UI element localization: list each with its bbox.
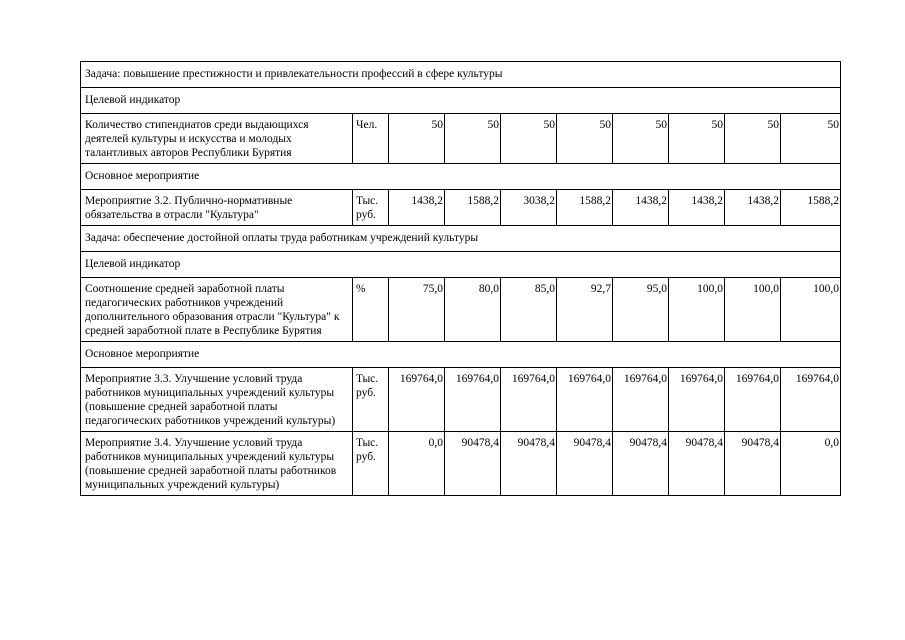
value-cell: 75,0	[389, 278, 445, 342]
value-cell: 1588,2	[557, 190, 613, 226]
table-body	[81, 62, 841, 496]
value-cell: 169764,0	[501, 368, 557, 432]
indicator-name-cell: Мероприятие 3.4. Улучшение условий труда работников муниципальных учреждений культуры (повышение средней заработной платы работников муниципальных учреждений культуры)	[81, 432, 353, 496]
unit-cell: Тыс. руб.	[353, 190, 389, 226]
value-cell: 90478,4	[557, 432, 613, 496]
value-cell: 0,0	[781, 432, 841, 496]
indicator-name-cell: Соотношение средней заработной платы педагогических работников учреждений дополнительного образования отрасли "Культура" к средней заработной плате в Республике Бурятия	[81, 278, 353, 342]
section-heading: Основное мероприятие	[81, 164, 841, 190]
value-cell: 169764,0	[725, 368, 781, 432]
value-cell: 95,0	[613, 278, 669, 342]
value-cell: 1588,2	[781, 190, 841, 226]
value-cell: 0,0	[389, 432, 445, 496]
value-cell: 50	[501, 114, 557, 164]
value-cell: 50	[557, 114, 613, 164]
value-cell: 1588,2	[445, 190, 501, 226]
section-row	[81, 342, 841, 368]
value-cell: 50	[613, 114, 669, 164]
section-heading: Задача: обеспечение достойной оплаты труда работникам учреждений культуры	[81, 226, 841, 252]
value-cell: 50	[389, 114, 445, 164]
table-row	[81, 432, 841, 496]
indicator-name-cell: Мероприятие 3.2. Публично-нормативные обязательства в отрасли "Культура"	[81, 190, 353, 226]
value-cell: 169764,0	[445, 368, 501, 432]
section-row	[81, 88, 841, 114]
indicator-name-cell: Количество стипендиатов среди выдающихся деятелей культуры и искусства и молодых талантливых авторов Республики Бурятия	[81, 114, 353, 164]
table-row	[81, 278, 841, 342]
value-cell: 100,0	[669, 278, 725, 342]
value-cell: 100,0	[725, 278, 781, 342]
value-cell: 90478,4	[445, 432, 501, 496]
unit-cell: Тыс. руб.	[353, 432, 389, 496]
table-row	[81, 190, 841, 226]
value-cell: 100,0	[781, 278, 841, 342]
value-cell: 92,7	[557, 278, 613, 342]
value-cell: 50	[725, 114, 781, 164]
value-cell: 169764,0	[613, 368, 669, 432]
section-row	[81, 226, 841, 252]
unit-cell: %	[353, 278, 389, 342]
value-cell: 50	[669, 114, 725, 164]
value-cell: 90478,4	[669, 432, 725, 496]
value-cell: 85,0	[501, 278, 557, 342]
section-heading: Основное мероприятие	[81, 342, 841, 368]
value-cell: 90478,4	[725, 432, 781, 496]
section-heading: Целевой индикатор	[81, 252, 841, 278]
section-heading: Целевой индикатор	[81, 88, 841, 114]
indicator-name-cell: Мероприятие 3.3. Улучшение условий труда работников муниципальных учреждений культуры (повышение средней заработной платы педагогических работников учреждений культуры)	[81, 368, 353, 432]
section-row	[81, 252, 841, 278]
value-cell: 90478,4	[613, 432, 669, 496]
value-cell: 50	[781, 114, 841, 164]
value-cell: 169764,0	[781, 368, 841, 432]
table-row	[81, 114, 841, 164]
unit-cell: Тыс. руб.	[353, 368, 389, 432]
value-cell: 3038,2	[501, 190, 557, 226]
value-cell: 1438,2	[613, 190, 669, 226]
value-cell: 169764,0	[557, 368, 613, 432]
section-row	[81, 62, 841, 88]
section-row	[81, 164, 841, 190]
value-cell: 169764,0	[389, 368, 445, 432]
table-row	[81, 368, 841, 432]
unit-cell: Чел.	[353, 114, 389, 164]
value-cell: 169764,0	[669, 368, 725, 432]
indicators-table	[80, 61, 841, 496]
value-cell: 1438,2	[389, 190, 445, 226]
value-cell: 50	[445, 114, 501, 164]
value-cell: 1438,2	[669, 190, 725, 226]
value-cell: 90478,4	[501, 432, 557, 496]
value-cell: 1438,2	[725, 190, 781, 226]
section-heading: Задача: повышение престижности и привлекательности профессий в сфере культуры	[81, 62, 841, 88]
value-cell: 80,0	[445, 278, 501, 342]
